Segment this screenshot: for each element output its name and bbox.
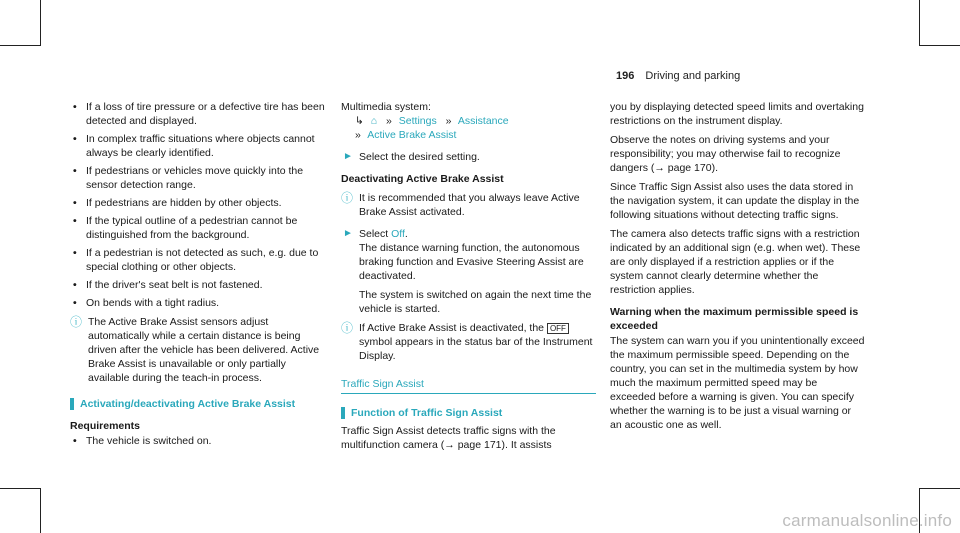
requirements-label: Requirements	[70, 420, 141, 432]
deactivating-title: Deactivating Active Brake Assist	[341, 173, 504, 185]
list-item: • In complex traffic situations where objects cannot always be clearly identified.	[70, 132, 325, 160]
path-arrow-icon: ↳	[355, 115, 364, 127]
paragraph: you by displaying detected speed limits and overtaking restrictions on the instrument display.	[610, 101, 864, 127]
page-section-title: Driving and parking	[645, 70, 741, 82]
home-icon: ⌂	[370, 115, 378, 127]
note-text: The Active Brake Assist sensors adjust automatically while a certain distance is being driven after the vehicle has been delivered. Active Brake Assist is unavailable or only partially available during the teach-in process.	[88, 316, 320, 384]
requirements-list	[70, 434, 325, 448]
paragraph: Since Traffic Sign Assist also uses the data stored in the navigation system, it can update the display in the following situations without detecting traffic signs.	[610, 181, 860, 221]
column-left	[70, 100, 325, 452]
menu-path	[355, 114, 596, 128]
warning-text: The system can warn you if you unintentionally exceed the maximum permissible speed. Depending on the country, you can set in the multimedia system by how much the maximum permitted speed may be exceeded before a warning is given. You can specify whether the warning is to be just a visual warning or an acoustic one as well.	[610, 335, 865, 431]
info-icon: ⓘ	[341, 191, 354, 205]
step-instruction	[341, 227, 596, 316]
function-text: Traffic Sign Assist detects traffic signs with the multifunction camera (→ page 171). It assists	[341, 425, 556, 451]
note-text-before: If Active Brake Assist is deactivated, the	[359, 322, 547, 334]
section-title: Function of Traffic Sign Assist	[341, 406, 596, 420]
note-text-after: symbol appears in the status bar of the Instrument Display.	[359, 336, 593, 362]
list-item: • If a pedestrian is not detected as such, e.g. due to special clothing or other objects.	[70, 246, 325, 274]
nav-assistance: Assistance	[457, 115, 509, 127]
info-note	[70, 315, 325, 385]
list-item: • If pedestrians or vehicles move quickly into the sensor detection range.	[70, 164, 325, 192]
crop-mark	[919, 45, 960, 46]
chevron-right-icon: »	[355, 129, 361, 141]
section-title: Activating/deactivating Active Brake Assist	[70, 397, 325, 411]
chevron-right-icon: »	[386, 115, 392, 127]
deactivated-text: The distance warning function, the autonomous braking function and Evasive Steering Assist are deactivated.	[359, 242, 584, 282]
page-header	[616, 70, 740, 82]
menu-path-label: Multimedia system:	[341, 101, 431, 113]
crop-mark	[919, 488, 960, 489]
chevron-right-icon: »	[445, 115, 452, 127]
topic-title: Traffic Sign Assist	[341, 377, 596, 394]
limitations-list	[70, 100, 325, 310]
page-number: 196	[616, 70, 635, 82]
step-arrow-icon: ►	[343, 228, 353, 239]
list-item: • On bends with a tight radius.	[70, 296, 325, 310]
step-text: Select the desired setting.	[359, 151, 480, 163]
crop-mark	[0, 45, 41, 46]
list-item: • If a loss of tire pressure or a defective tire has been detected and displayed.	[70, 100, 325, 128]
warning-title: Warning when the maximum permissible speed is exceeded	[610, 306, 859, 332]
info-note	[341, 321, 596, 363]
list-item: • If pedestrians are hidden by other objects.	[70, 196, 325, 210]
paragraph: The camera also detects traffic signs with a restriction indicated by an additional sign (e.g. when wet). These are only displayed if a restriction applies or if the system cannot clearly determine whether the restriction applies.	[610, 228, 861, 296]
note-text: It is recommended that you always leave Active Brake Assist activated.	[359, 192, 580, 218]
info-note	[341, 191, 596, 219]
watermark: carmanualsonline.info	[782, 511, 952, 530]
select-off-value: Off	[391, 228, 405, 240]
restart-text: The system is switched on again the next time the vehicle is started.	[359, 289, 592, 315]
crop-mark	[0, 488, 41, 489]
crop-mark	[919, 0, 920, 46]
crop-mark	[40, 0, 41, 46]
step-select-suffix: .	[404, 228, 408, 240]
menu-path-continued	[355, 128, 596, 142]
step-arrow-icon: ►	[343, 151, 353, 162]
column-right	[610, 100, 865, 437]
nav-settings: Settings	[398, 115, 437, 127]
paragraph: Observe the notes on driving systems and your responsibility; you may otherwise fail to recognize dangers (→ page 170).	[610, 134, 841, 174]
info-icon: ⓘ	[341, 321, 354, 335]
list-item: • If the typical outline of a pedestrian cannot be distinguished from the background.	[70, 214, 325, 242]
step-select-prefix: Select	[359, 228, 392, 240]
abs-off-symbol-icon: OFF	[547, 323, 569, 334]
crop-mark	[40, 488, 41, 533]
nav-active-brake-assist: Active Brake Assist	[367, 129, 457, 141]
list-item: • If the driver's seat belt is not fastened.	[70, 278, 325, 292]
list-item: • The vehicle is switched on.	[70, 434, 325, 448]
step-instruction	[341, 150, 596, 164]
info-icon: ⓘ	[70, 315, 83, 329]
column-middle	[341, 100, 596, 457]
